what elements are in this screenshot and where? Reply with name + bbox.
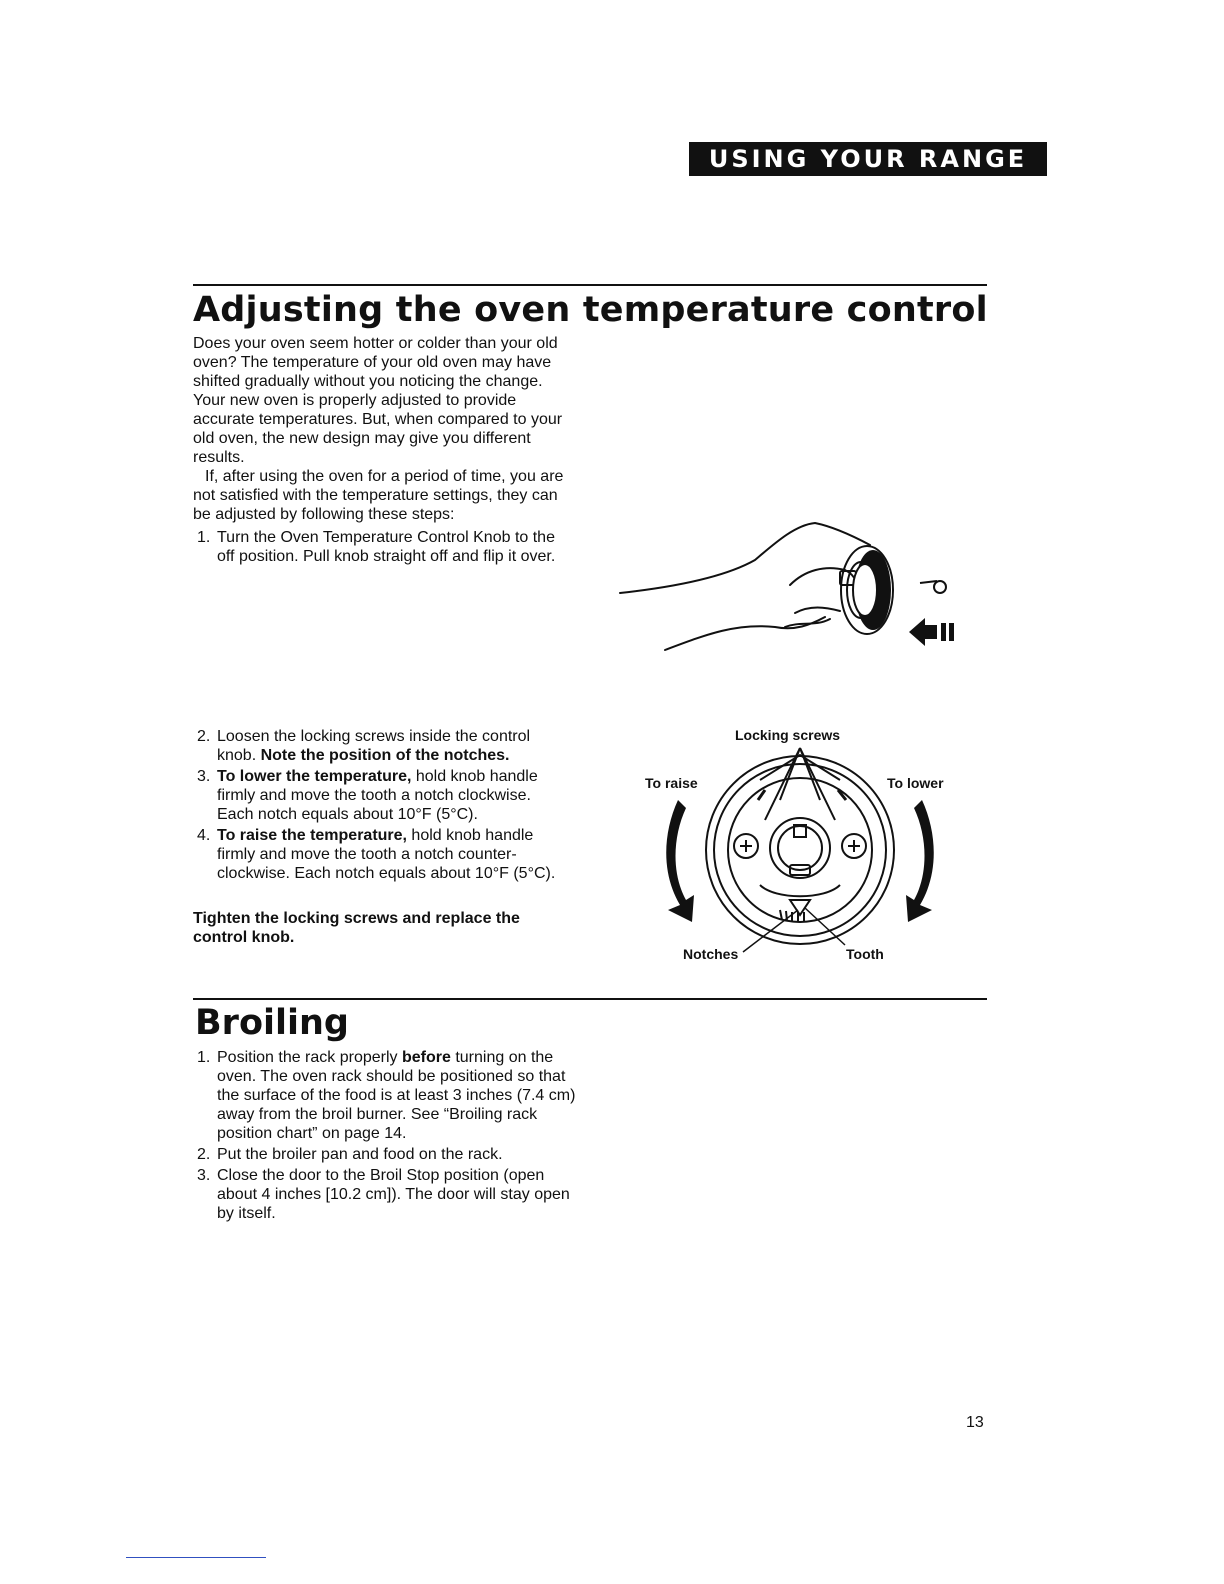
knob-underside-diagram [640, 740, 960, 955]
intro-text-block [193, 334, 571, 524]
label-locking-screws: Locking screws [735, 727, 841, 743]
list-item: 1. Position the rack properly before turning on the oven. The oven rack should be positioned so that the surface of the food is at least 3 inches (7.4 cm) away from the broil burner. See “Broiling rack position chart” on page 14. [197, 1049, 576, 1142]
broiling-steps [193, 1048, 578, 1225]
page-number: 13 [966, 1414, 984, 1431]
label-to-raise: To raise [645, 775, 698, 791]
intro-paragraph-2: If, after using the oven for a period of time, you are not satisfied with the temperature settings, they can be adjusted by following these steps: [193, 468, 564, 523]
adjust-steps-part1 [193, 528, 563, 568]
section-title-adjusting: Adjusting the oven temperature control [193, 290, 988, 330]
footer-rule [126, 1557, 266, 1558]
section-banner-label: USING YOUR RANGE [708, 145, 1028, 173]
list-item: 2. Loosen the locking screws inside the control knob. Note the position of the notches. [197, 728, 531, 764]
intro-paragraph-1: Does your oven seem hotter or colder than your old oven? The temperature of your old oven may have shifted gradually without you noticing the change. Your new oven is properly adjusted to provide accurate temperatures. But, when compared to your old oven, the new design may give you different results. [193, 335, 563, 466]
label-tooth: Tooth [846, 946, 884, 962]
closing-instruction: Tighten the locking screws and replace the control knob. [193, 910, 520, 946]
adjust-steps-part2 [193, 727, 568, 885]
list-item: 3. To lower the temperature, hold knob handle firmly and move the tooth a notch clockwise. Each notch equals about 10°F (5°C). [197, 768, 538, 823]
list-item: 2. Put the broiler pan and food on the rack. [197, 1146, 503, 1163]
list-item: 1. Turn the Oven Temperature Control Knob to the off position. Pull knob straight off and flip it over. [197, 529, 556, 565]
hand-pulling-knob-illustration [615, 515, 960, 665]
list-item: 4. To raise the temperature, hold knob handle firmly and move the tooth a notch counter-clockwise. Each notch equals about 10°F (5°C). [197, 827, 556, 882]
section-banner [689, 142, 1047, 176]
label-to-lower: To lower [887, 775, 944, 791]
section-divider-top [193, 284, 987, 286]
label-notches: Notches [683, 946, 739, 962]
list-item: 3. Close the door to the Broil Stop position (open about 4 inches [10.2 cm]). The door will stay open by itself. [197, 1167, 570, 1222]
section-title-broiling: Broiling [195, 1003, 349, 1043]
section-divider-broiling [193, 998, 987, 1000]
